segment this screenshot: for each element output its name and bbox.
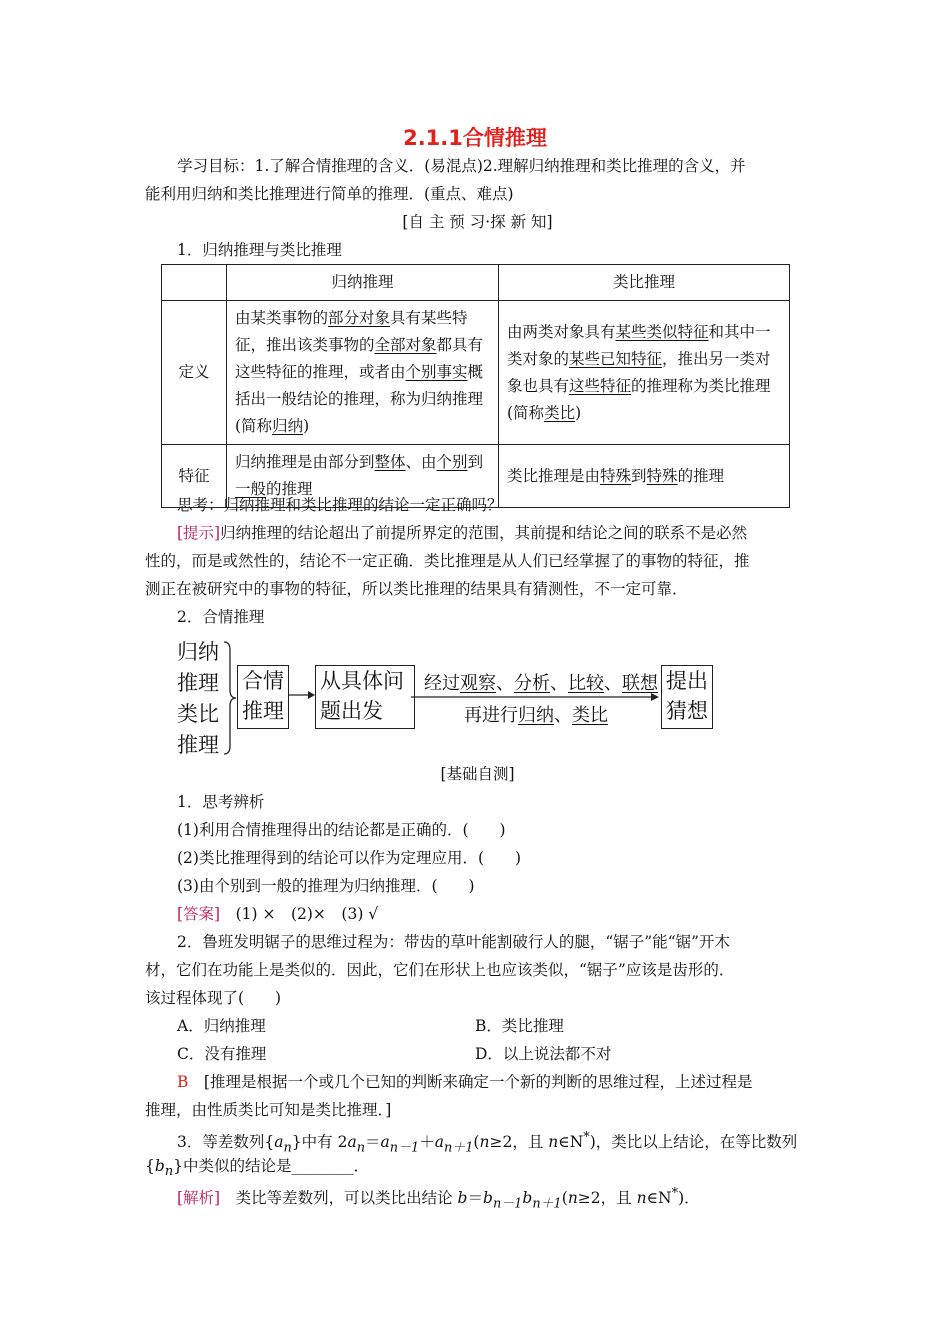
table-header-row	[162, 265, 790, 301]
definition-label: 定义	[162, 301, 227, 445]
page-title: 2.1.1合情推理	[403, 126, 547, 150]
feature-label: 特征	[162, 445, 227, 508]
solution-tag: [解析]	[177, 1189, 221, 1208]
q1-statement-3: (3)由个别到一般的推理为归纳推理．( )	[177, 877, 475, 895]
answer-tag: [答案]	[177, 905, 221, 923]
q3-solution: [解析] 类比等差数列，可以类比出结论 $b=b_{n-1}b_{n+1}(n\ge 2$，且 n∈N*)．	[177, 1186, 700, 1212]
analogy-feature: 类比推理是由特殊到特殊的推理	[499, 445, 790, 508]
q1-answer: [答案] (1) × (2)× (3) √	[177, 905, 379, 923]
analogy-definition: 由两类对象具有某些类似特征和其中一类对象的某些已知特征，推出另一类对象也具有这些特征的推理称为类比推理(简称类比)	[499, 301, 790, 445]
q1-heading: 1．思考辨析	[177, 793, 265, 811]
item2-heading: 2．合情推理	[177, 608, 265, 626]
q2-answer-letter: B	[177, 1073, 189, 1091]
q2-line-3: 该过程体现了( )	[145, 989, 282, 1007]
section-selftest-heading: [基础自测]	[440, 765, 515, 783]
q3-line-2: $\{b_n\}$中类似的结论是________．	[145, 1157, 369, 1180]
flow-bottom-label: 再进行归纳、类比	[464, 705, 608, 726]
q2-line-1: 2．鲁班发明锯子的思维过程为：带齿的草叶能割破行人的腿，“锯子”能“锯”开木	[177, 933, 731, 951]
table-header-empty	[162, 265, 227, 301]
q2-line-2: 材，它们在功能上是类似的．因此，它们在形状上也应该类似，“锯子”应该是齿形的．	[145, 961, 735, 979]
q2-option-d: D．以上说法都不对	[475, 1045, 612, 1063]
q2-option-b: B．类比推理	[475, 1017, 564, 1035]
arrow-1-icon	[288, 688, 316, 702]
q2-explanation-2: 推理，由性质类比可知是类比推理．]	[145, 1101, 392, 1119]
q1-statement-1: (1)利用合情推理得出的结论都是正确的．( )	[177, 821, 506, 839]
hint-tag: [提示]	[177, 524, 221, 542]
comparison-table	[161, 264, 790, 508]
hint-line-2: 性的，而是或然性的，结论不一定正确．类比推理是从人们已经掌握了的事物的特征，推	[145, 552, 750, 570]
q3-line-1: 3．等差数列$\{a_n\}$中有 $2a_n=a_{n-1}+a_{n+1}(n\ge 2$，且 n∈N*)，类比以上结论，在等比数列	[177, 1130, 798, 1156]
induction-feature: 归纳推理是由部分到整体、由个别到一般的推理	[227, 445, 499, 508]
hint-line-1: [提示]归纳推理的结论超出了前提所界定的范围，其前提和结论之间的联系不是必然	[177, 524, 748, 542]
think-question: 思考：归纳推理和类比推理的结论一定正确吗？	[177, 496, 503, 514]
box-propose-conjecture: 提出 猜想	[661, 665, 713, 729]
table-header-analogy: 类比推理	[499, 265, 790, 301]
objectives-line-1: 学习目标：1.了解合情推理的含义．(易混点)2.理解归纳推理和类比推理的含义，并	[177, 157, 746, 175]
flow-left-terms: 归纳 推理 类比 推理	[177, 640, 219, 757]
box-plausible-reasoning: 合情 推理	[237, 665, 289, 729]
hint-line-3: 测正在被研究中的事物的特征，所以类比推理的结果具有猜测性，不一定可靠．	[145, 580, 688, 598]
table-header-induction: 归纳推理	[227, 265, 499, 301]
q1-statement-2: (2)类比推理得到的结论可以作为定理应用．( )	[177, 849, 522, 867]
section-preview-heading: [自 主 预 习·探 新 知]	[402, 213, 553, 231]
objectives-line-2: 能利用归纳和类比推理进行简单的推理．(重点、难点)	[145, 185, 514, 203]
q2-explanation-1: B [推理是根据一个或几个已知的判断来确定一个新的判断的思维过程，上述过程是	[177, 1073, 753, 1091]
induction-definition: 由某类事物的部分对象具有某些特征，推出该类事物的全部对象都具有这些特征的推理，或者由个别事实概括出一般结论的推理，称为归纳推理(简称归纳)	[227, 301, 499, 445]
q2-option-c: C．没有推理	[177, 1045, 267, 1063]
flow-top-label: 经过观察、分析、比较、联想	[424, 673, 658, 694]
q2-option-a: A．归纳推理	[177, 1017, 266, 1035]
table-row-definition	[162, 301, 790, 445]
item1-heading: 1．归纳推理与类比推理	[177, 241, 342, 259]
box-from-problem: 从具体问 题出发	[315, 665, 415, 729]
